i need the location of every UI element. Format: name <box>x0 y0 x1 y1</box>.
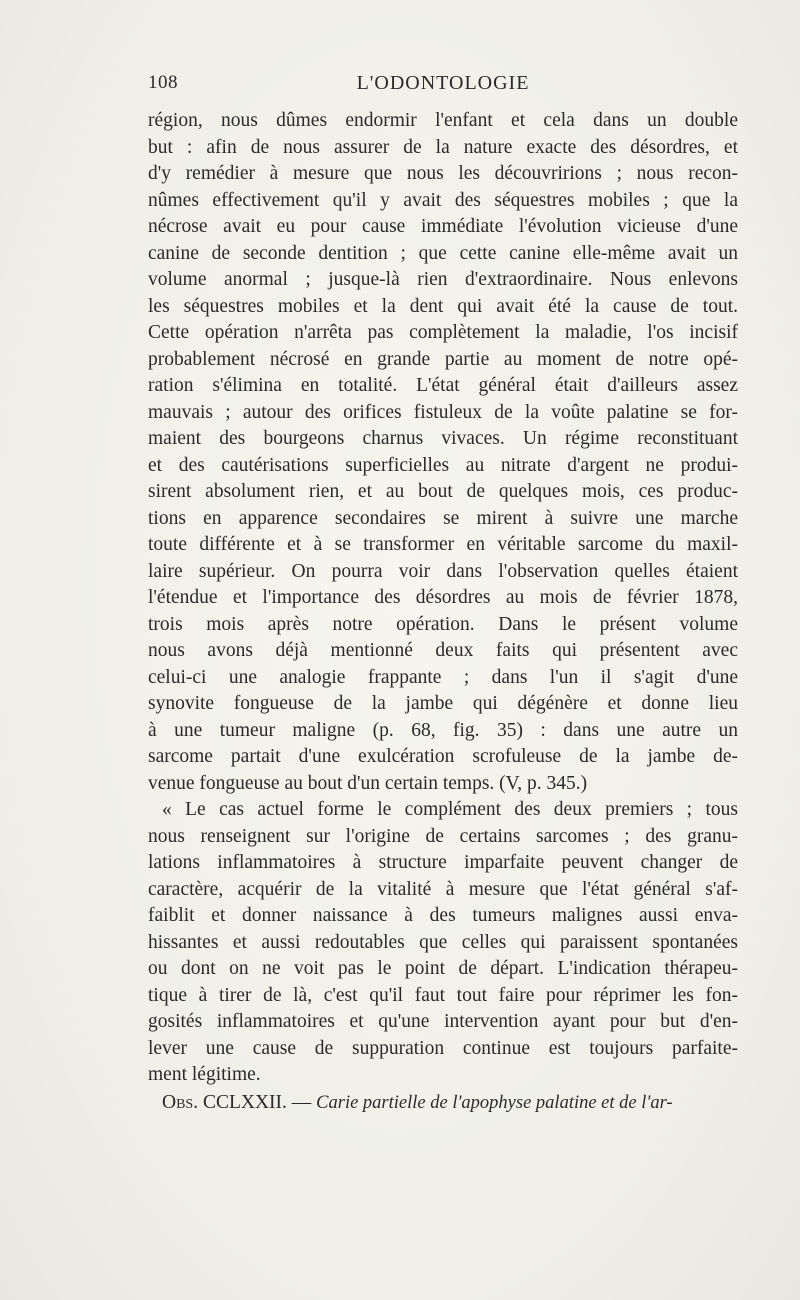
text-line: région, nous dûmes endormir l'enfant et cela dans un double <box>148 110 738 131</box>
text-line: lever une cause de suppuration continue est toujours parfaite- <box>148 1037 738 1059</box>
text-line: mauvais ; autour des orifices fistuleux de la voûte palatine se for- <box>148 401 738 423</box>
text-line: maient des bourgeons charnus vivaces. Un régime reconstituant <box>148 428 738 449</box>
text-line: nûmes effectivement qu'il y avait des séquestres mobiles ; que la <box>148 189 738 211</box>
observation-heading <box>148 1089 738 1117</box>
text-line: but : afin de nous assurer de la nature exacte des désordres, et <box>148 136 738 158</box>
text-line: nous renseignent sur l'origine de certains sarcomes ; des granu- <box>148 825 738 847</box>
text-line: et des cautérisations superficielles au nitrate d'argent ne produi- <box>148 454 738 476</box>
text-line: hissantes et aussi redoutables que celles qui paraissent spontanées <box>148 931 738 953</box>
text-line: tions en apparence secondaires se mirent à suivre une marche <box>148 507 738 529</box>
text-line: nécrose avait eu pour cause immédiate l'évolution vicieuse d'une <box>148 216 738 237</box>
observation-label: Obs. CCLXXII. <box>162 1091 287 1113</box>
text-line: gosités inflammatoires et qu'une intervention ayant pour but d'en- <box>148 1011 738 1032</box>
text-line: Cette opération n'arrêta pas complètement la maladie, l'os incisif <box>148 322 738 343</box>
text-line: « Le cas actuel forme le complément des deux premiers ; tous <box>162 799 738 820</box>
text-line: sarcome partait d'une exulcération scrofuleuse de la jambe de- <box>148 746 738 767</box>
text-line: volume anormal ; jusque-là rien d'extraordinaire. Nous enlevons <box>148 269 738 290</box>
text-line: ration s'élimina en totalité. L'état général était d'ailleurs assez <box>148 375 738 396</box>
text-line: l'étendue et l'importance des désordres au mois de février 1878, <box>148 587 738 608</box>
text-line: probablement nécrosé en grande partie au moment de notre opé- <box>148 348 738 370</box>
text-line: ment légitime. <box>148 1064 261 1085</box>
text-line: nous avons déjà mentionné deux faits qui présentent avec <box>148 640 738 661</box>
text-line: trois mois après notre opération. Dans le présent volume <box>148 613 738 635</box>
body-text <box>148 108 738 1117</box>
text-line: lations inflammatoires à structure imparfaite peuvent changer de <box>148 852 738 873</box>
text-line: celui-ci une analogie frappante ; dans l'un il s'agit d'une <box>148 666 738 688</box>
paragraph-1 <box>148 108 738 797</box>
running-title: L'ODONTOLOGIE <box>356 72 530 94</box>
text-line: venue fongueuse au bout d'un certain temps. (V, p. 345.) <box>148 772 588 794</box>
text-line: les séquestres mobiles et la dent qui avait été la cause de tout. <box>148 295 738 317</box>
text-line: toute différente et à se transformer en véritable sarcome du maxil- <box>148 534 738 555</box>
text-line: tique à tirer de là, c'est qu'il faut tout faire pour réprimer les fon- <box>148 984 738 1006</box>
text-line: à une tumeur maligne (p. 68, fig. 35) : dans une autre un <box>148 719 738 741</box>
text-line: caractère, acquérir de la vitalité à mesure que l'état général s'af- <box>148 878 738 900</box>
text-line: ou dont on ne voit pas le point de départ. L'indication thérapeu- <box>148 958 738 979</box>
text-line: canine de seconde dentition ; que cette canine elle-même avait un <box>148 242 738 264</box>
text-line: laire supérieur. On pourra voir dans l'observation quelles étaient <box>148 560 738 582</box>
paragraph-2 <box>148 797 738 1089</box>
page-header <box>148 72 738 102</box>
text-line: sirent absolument rien, et au bout de quelques mois, ces produc- <box>148 481 738 502</box>
text-line: faiblit et donner naissance à des tumeurs malignes aussi enva- <box>148 905 738 926</box>
text-line: d'y remédier à mesure que nous les découvririons ; nous recon- <box>148 163 738 184</box>
observation-title: Carie partielle de l'apophyse palatine et de l'ar- <box>316 1092 673 1113</box>
observation-dash: — <box>286 1091 317 1113</box>
page-number: 108 <box>148 72 178 93</box>
text-line: synovite fongueuse de la jambe qui dégénère et donne lieu <box>148 693 738 714</box>
